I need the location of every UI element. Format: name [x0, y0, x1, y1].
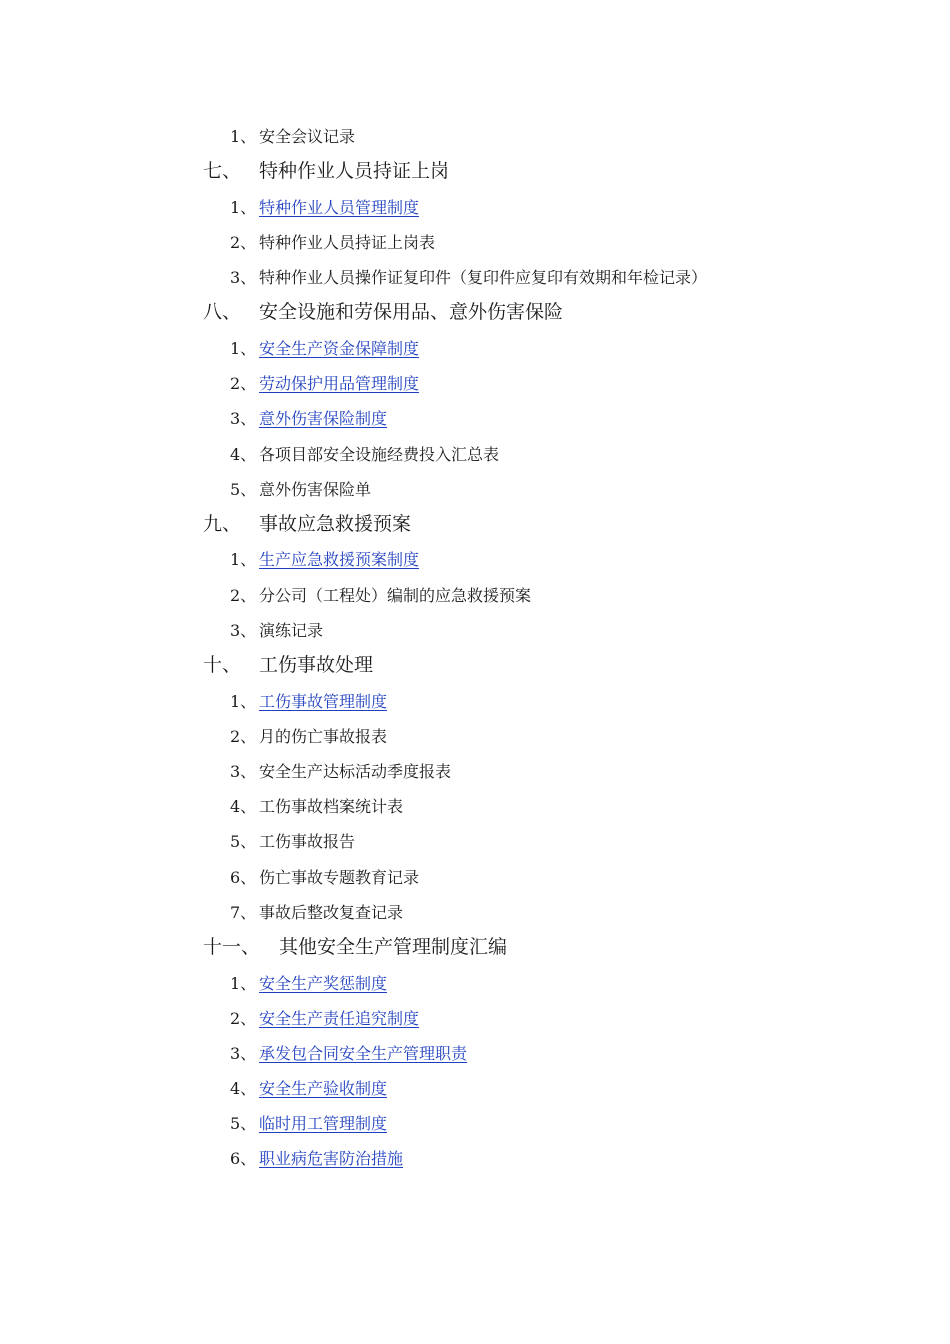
document-body [0, 119, 950, 1177]
list-item [0, 542, 950, 577]
item-number: 5、 [230, 479, 257, 499]
section-heading [0, 648, 950, 684]
item-number: 1、 [230, 691, 257, 711]
item-number: 5、 [230, 1114, 257, 1134]
list-item [0, 754, 950, 789]
item-text: 特种作业人员持证上岗表 [259, 232, 436, 252]
item-number: 2、 [230, 374, 257, 394]
list-item [0, 331, 950, 366]
item-number: 1、 [230, 338, 257, 358]
list-item [0, 966, 950, 1001]
item-link[interactable]: 安全生产奖惩制度 [259, 973, 388, 993]
list-item [0, 119, 950, 154]
list-item [0, 719, 950, 754]
section-number: 九、 [203, 512, 242, 535]
list-item [0, 472, 950, 507]
section-number: 十一、 [203, 935, 261, 958]
list-item [0, 190, 950, 225]
section-heading [0, 154, 950, 190]
item-text: 分公司（工程处）编制的应急救援预案 [259, 585, 532, 605]
item-number: 6、 [230, 867, 257, 887]
item-number: 7、 [230, 902, 257, 922]
list-item [0, 1071, 950, 1106]
item-number: 3、 [230, 268, 257, 288]
item-link[interactable]: 安全生产资金保障制度 [259, 338, 420, 358]
item-text: 演练记录 [259, 620, 324, 640]
list-item [0, 401, 950, 436]
list-item [0, 1001, 950, 1036]
section-number: 八、 [203, 301, 242, 324]
item-number: 5、 [230, 832, 257, 852]
list-item [0, 260, 950, 295]
item-text: 意外伤害保险单 [259, 479, 372, 499]
section-heading [0, 930, 950, 966]
list-item [0, 366, 950, 401]
item-number: 3、 [230, 620, 257, 640]
list-item [0, 578, 950, 613]
list-item [0, 225, 950, 260]
item-link[interactable]: 承发包合同安全生产管理职责 [259, 1043, 468, 1063]
item-number: 2、 [230, 1008, 257, 1028]
section-number: 七、 [203, 160, 242, 183]
item-text: 工伤事故报告 [259, 832, 356, 852]
section-heading [0, 507, 950, 543]
item-number: 2、 [230, 726, 257, 746]
list-item [0, 1106, 950, 1141]
item-number: 6、 [230, 1149, 257, 1169]
list-item [0, 613, 950, 648]
item-number: 3、 [230, 1043, 257, 1063]
item-text: 工伤事故档案统计表 [259, 797, 404, 817]
item-number: 4、 [230, 444, 257, 464]
section-title: 其他安全生产管理制度汇编 [279, 935, 508, 958]
list-item [0, 860, 950, 895]
item-link[interactable]: 安全生产责任追究制度 [259, 1008, 420, 1028]
item-link[interactable]: 劳动保护用品管理制度 [259, 374, 420, 394]
list-item [0, 1141, 950, 1176]
item-link[interactable]: 工伤事故管理制度 [259, 691, 388, 711]
section-heading [0, 295, 950, 331]
list-item [0, 824, 950, 859]
item-link[interactable]: 临时用工管理制度 [259, 1114, 388, 1134]
item-number: 1、 [230, 973, 257, 993]
section-title: 工伤事故处理 [259, 654, 374, 677]
item-text: 事故后整改复查记录 [259, 902, 404, 922]
item-number: 2、 [230, 585, 257, 605]
item-number: 1、 [230, 197, 257, 217]
item-number: 4、 [230, 1079, 257, 1099]
item-link[interactable]: 特种作业人员管理制度 [259, 197, 420, 217]
item-number: 3、 [230, 409, 257, 429]
item-link[interactable]: 职业病危害防治措施 [259, 1149, 404, 1169]
list-item [0, 437, 950, 472]
item-number: 2、 [230, 232, 257, 252]
list-item [0, 684, 950, 719]
item-number: 1、 [230, 127, 257, 146]
item-text: 各项目部安全设施经费投入汇总表 [259, 444, 500, 464]
list-item [0, 789, 950, 824]
item-text: 安全会议记录 [259, 127, 356, 146]
section-title: 事故应急救援预案 [259, 512, 412, 535]
item-link[interactable]: 意外伤害保险制度 [259, 409, 388, 429]
item-link[interactable]: 安全生产验收制度 [259, 1079, 388, 1099]
list-item [0, 1036, 950, 1071]
item-link[interactable]: 生产应急救援预案制度 [259, 550, 420, 570]
item-text: 伤亡事故专题教育记录 [259, 867, 420, 887]
list-item [0, 895, 950, 930]
item-text: 安全生产达标活动季度报表 [259, 762, 452, 781]
section-number: 十、 [203, 654, 242, 677]
section-title: 安全设施和劳保用品、意外伤害保险 [259, 301, 564, 324]
item-number: 4、 [230, 797, 257, 817]
section-title: 特种作业人员持证上岗 [259, 160, 450, 183]
item-text: 月的伤亡事故报表 [259, 726, 388, 746]
item-number: 1、 [230, 550, 257, 570]
item-number: 3、 [230, 762, 257, 781]
item-text: 特种作业人员操作证复印件（复印件应复印有效期和年检记录） [259, 268, 708, 288]
